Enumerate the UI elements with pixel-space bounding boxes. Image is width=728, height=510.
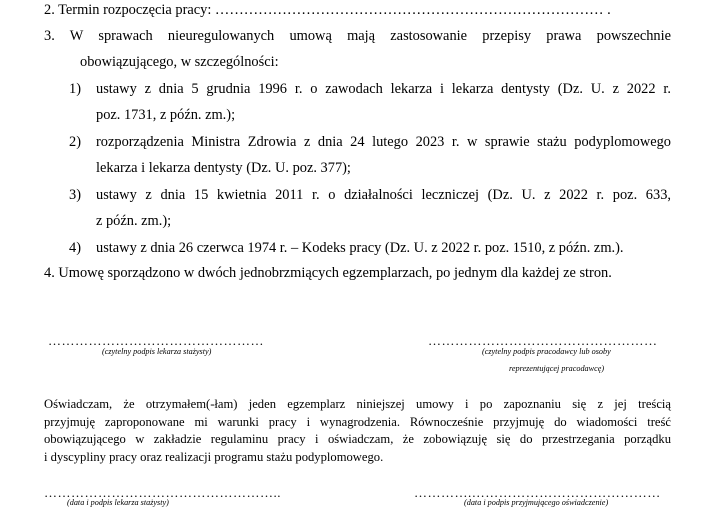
caption-receiver-signature: (data i podpis przyjmującego oświadczenie) bbox=[464, 498, 609, 507]
statement-line-2: przyjmuję zaproponowane mi warunki pracy i wynagrodzenia. Równocześnie przyjmuję do wiadomości treść bbox=[44, 414, 671, 429]
item-1-line-1: ustawy z dnia 5 grudnia 1996 r. o zawodach lekarza i lekarza dentysty (Dz. U. z 2022 r. bbox=[96, 81, 671, 97]
section-3-line-1: 3. W sprawach nieuregulowanych umową mają zastosowanie przepisy prawa powszechnie bbox=[44, 28, 671, 44]
item-2-number: 2) bbox=[69, 134, 81, 150]
statement-line-4: i dyscypliny pracy oraz realizacji programu stażu podyplomowego. bbox=[44, 449, 384, 464]
caption-intern-date-signature: (data i podpis lekarza stażysty) bbox=[67, 498, 169, 507]
item-1-line-2: poz. 1731, z późn. zm.); bbox=[96, 107, 236, 123]
caption-employer-signature-2: reprezentującej pracodawcę) bbox=[509, 364, 605, 373]
section-4-line: 4. Umowę sporządzono w dwóch jednobrzmiących egzemplarzach, po jednym dla każdej ze stron. bbox=[44, 265, 612, 281]
signature-line-intern-date: …………………………………………….. bbox=[44, 485, 281, 500]
caption-employer-signature-1: (czytelny podpis pracodawcy lub osoby bbox=[482, 347, 611, 356]
section-3-line-2: obowiązującego, w szczególności: bbox=[80, 54, 279, 70]
item-2-line-2: lekarza i lekarza dentysty (Dz. U. poz. 377); bbox=[96, 160, 351, 176]
statement-line-1: Oświadczam, że otrzymałem(-łam) jeden egzemplarz niniejszej umowy i po zapoznaniu się z jej treścią bbox=[44, 397, 671, 411]
item-3-number: 3) bbox=[69, 187, 81, 203]
item-3-line-1: ustawy z dnia 15 kwietnia 2011 r. o działalności leczniczej (Dz. U. z 2022 r. poz. 633, bbox=[96, 187, 671, 203]
caption-intern-signature: (czytelny podpis lekarza stażysty) bbox=[102, 347, 212, 356]
signature-line-receiver: ………….…………………………………… bbox=[414, 485, 661, 500]
item-1-number: 1) bbox=[69, 81, 81, 97]
item-2-line-1: rozporządzenia Ministra Zdrowia z dnia 24 lutego 2023 r. w sprawie stażu podyplomowego bbox=[96, 134, 671, 150]
item-4-number: 4) bbox=[69, 240, 81, 256]
statement-line-3: obowiązującego w zakładzie regulaminu pracy i oświadczam, że zobowiązuję się do przestrzegania porządku bbox=[44, 432, 671, 446]
signature-line-employer: …………………………………………… bbox=[428, 333, 658, 348]
item-4-line-1: ustawy z dnia 26 czerwca 1974 r. – Kodeks pracy (Dz. U. z 2022 r. poz. 1510, z późn. zm.). bbox=[96, 240, 624, 256]
item-3-line-2: z późn. zm.); bbox=[96, 213, 172, 229]
signature-line-intern: ………………………………………… bbox=[48, 333, 264, 348]
termin-rozpoczecia-line: 2. Termin rozpoczęcia pracy: ……………………………………………………………………… . bbox=[44, 2, 611, 18]
statement-paragraph bbox=[44, 398, 671, 468]
